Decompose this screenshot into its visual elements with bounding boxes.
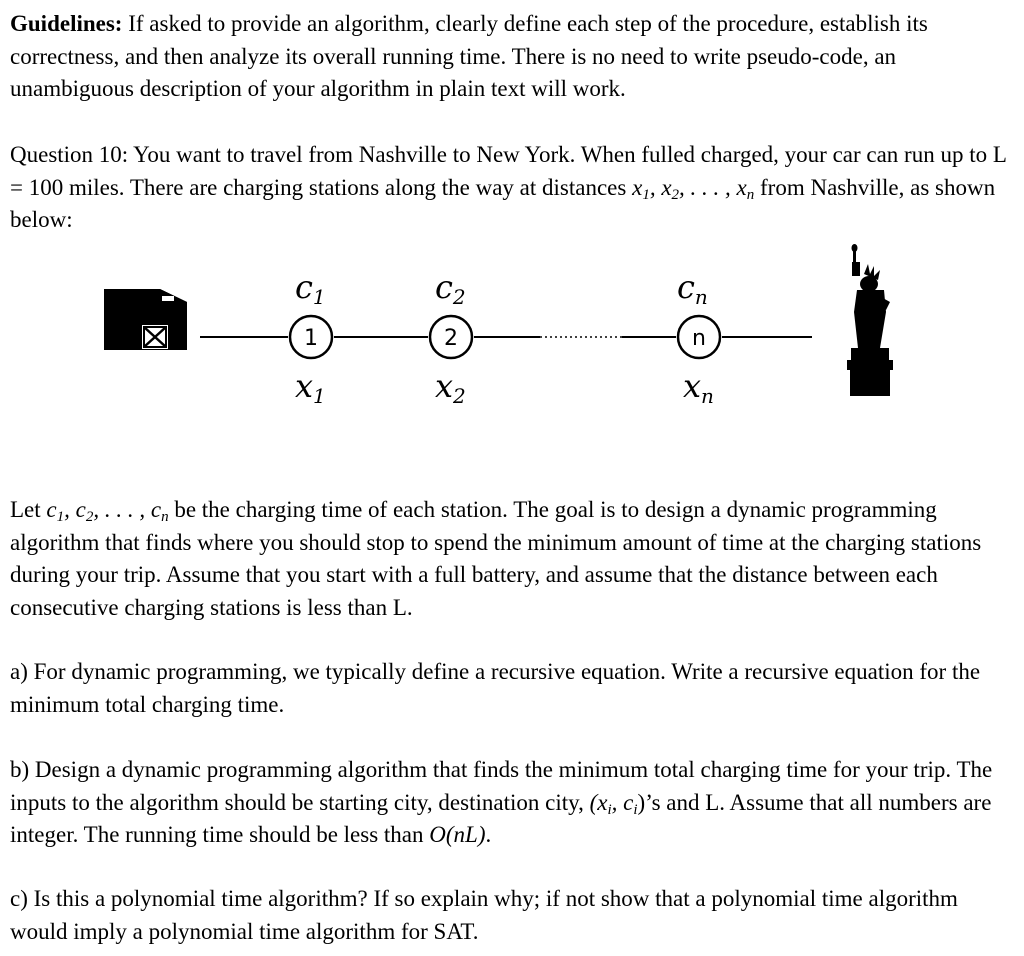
station-1-charge-time: c1 — [295, 268, 326, 309]
guidelines-paragraph — [10, 8, 1014, 106]
route-diagram — [0, 240, 1024, 420]
guidelines-text: If asked to provide an algorithm, clearly define each step of the procedure, establish its correctness, and then analyze its overall running time. There is no need to write pseudo-code, an unambiguous description of your algorithm in plain text will work. — [10, 11, 928, 101]
charging-time-sequence: $c_1$, $c_2$, . . . , $c_n$ — [46, 497, 169, 525]
station-2-distance: x2 — [435, 367, 466, 408]
big-o: O(nL) — [429, 822, 486, 847]
part-b: b) Design a dynamic programming algorithm that finds the minimum total charging time for your trip. The inputs to the algorithm should be starting city, destination city, ($x_i$, $c_i)’s$ and L. Assume that all numbers are integer. The running time should be less than O(nL). — [10, 757, 993, 847]
station-1 — [290, 268, 332, 408]
station-n-distance: xn — [683, 367, 714, 408]
station-1-distance: x1 — [295, 367, 326, 408]
station-n — [677, 268, 720, 408]
station-n-charge-time: cn — [677, 268, 708, 309]
question-intro: Question 10: You want to travel from Nashville to New York. When fulled charged, your car can run up to L = 100 miles. There are charging stations along the way at distances — [10, 142, 1007, 200]
problem-paragraph: Let $c_1$, $c_2$, . . . , $c_n$ be the charging time of each station. The goal is to design a dynamic programming algorithm that finds where you should stop to spend the minimum amount of time at the charging stations during your trip. Assume that you start with a full battery, and assume that the distance between each consecutive charging stations is less than L. — [10, 497, 982, 620]
part-a: a) For dynamic programming, we typically define a recursive equation. Write a recursive equation for the minimum total charging time. — [10, 659, 981, 717]
station-2 — [430, 268, 472, 408]
statue-of-liberty-icon — [847, 244, 893, 396]
question-paragraph — [10, 139, 1014, 237]
input-pair: ($x_i$, $c_i$ — [589, 789, 638, 818]
part-c: c) Is this a polynomial time algorithm? If so explain why; if not show that a polynomial time algorithm would imply a polynomial time algorithm for SAT. — [10, 886, 958, 944]
distance-sequence: $x_1$, $x_2$, . . . , $x_n$ — [632, 174, 755, 203]
question-intro-end: from Nashville, as shown below: — [10, 174, 996, 232]
station-n-label: n — [692, 326, 706, 351]
barn-icon — [104, 289, 187, 350]
guidelines-heading: Guidelines: — [10, 11, 123, 36]
station-1-label: 1 — [304, 326, 318, 351]
station-2-label: 2 — [444, 326, 458, 351]
station-2-charge-time: c2 — [435, 268, 466, 309]
